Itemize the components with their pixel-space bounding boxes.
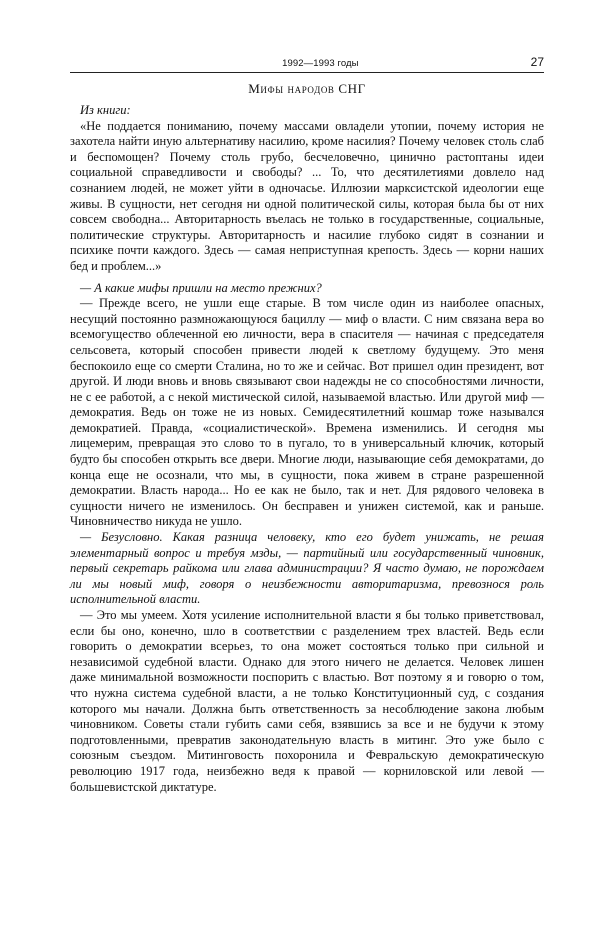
- answer-paragraph: — Это мы умеем. Хотя усиление исполнительной власти я бы только приветствовал, если бы оно, конечно, шло в соответствии с разделением трех властей. Ведь если говорить о демократии всерьез, то она может состояться только при сильной и независимой судебной власти. Однако для этого ничего не делается. Человек лишен даже минимальной возможности поспорить с властью. Вот поэтому я и говорю о том, что нужна система судебной власти, а не только Конституционный суд, с создания которого мы начали. Должна быть ответственность за несоблюдение закона любым чиновником. Советы стали губить сами себя, взявшись за все и не будучи к этому подготовленными, превратив законодательную власть в митинг. Это уже было с союзным съездом. Митинговость похоронила и Февральскую демократическую революцию 1917 года, неизбежно ведя к правой — корниловской или левой — большевистской диктатуре.: [70, 608, 544, 794]
- section-title: Мифы народов СНГ: [248, 81, 366, 96]
- interviewer-question: — А какие мифы пришли на место прежних?: [80, 280, 322, 295]
- source-label: Из книги:: [80, 103, 131, 117]
- running-header: [70, 0, 544, 69]
- running-title: 1992—1993 годы: [282, 58, 359, 69]
- quote-paragraph: «Не поддается пониманию, почему массами овладели утопии, почему история не захотела найти иную альтернативу насилию, кроме насилия? Почему человек столь слаб и беспомощен? Почему столь грубо, бесчеловечно, цинично растоптаны идеи социальной справедливости и свободы? ... То, что десятилетиями довлело над сознанием людей, не может уйти в одночасье. Иллюзии марксистской идеологии еще живы. В сущности, нет сегодня ни одной политической силы, которая была бы от них совсем свободна... Авторитарность въелась не только в государственные, социальные, политические структуры. Авторитарность и насилие глубоко сидят в сознании и психике почти каждого. Здесь — самая неприступная крепость. Здесь — корни наших бед и проблем...»: [70, 118, 544, 273]
- interviewer-question: — Безусловно. Какая разница человеку, кто его будет унижать, не решая элементарный вопрос и требуя мзды, — партийный или государственный чиновник, первый секретарь райкома или глава администрации? Я часто думаю, не порождаем ли мы новый миф, говоря о неизбежности авторитаризма, превознося роль исполнительной власти.: [70, 530, 544, 607]
- header-rule: [70, 72, 544, 73]
- answer-paragraph: — Прежде всего, не ушли еще старые. В том числе один из наиболее опасных, несущий постоянно размножающуюся бациллу — миф о власти. С ним связана вера во всемогущество облеченной ею личности, вера в спасителя — начиная с председателя сельсовета, который способен привести людей к светлому будущему. Это меня беспокоило еще со смерти Сталина, но то же и сейчас. Вот пришел один президент, вот другой. И люди вновь и вновь связывают свои надежды не со способностями личности, не с ее работой, а с некой мистической силой, называемой властью. Или другой миф — демократия. Ведь он тоже не из новых. Семидесятилетний кошмар тоже назывался демократией. Правда, «социалистической». Времена изменились. И сегодня мы лицемерим, превращая это слово то в пугало, то в универсальный ключик, который будто бы способен открыть все двери. Многие люди, называющие себя демократами, до конца еще не осознали, что мы, в сущности, пока живем в стране разрешенной демократии. Власть народа... Но ее как не было, так и нет. Для рядового человека в сущности ничего не изменилось. Он бесправен и унижен системой, как и раньше. Чиновничество никуда не ушло.: [70, 296, 544, 529]
- page-number: 27: [530, 55, 544, 69]
- body-text: [70, 103, 544, 795]
